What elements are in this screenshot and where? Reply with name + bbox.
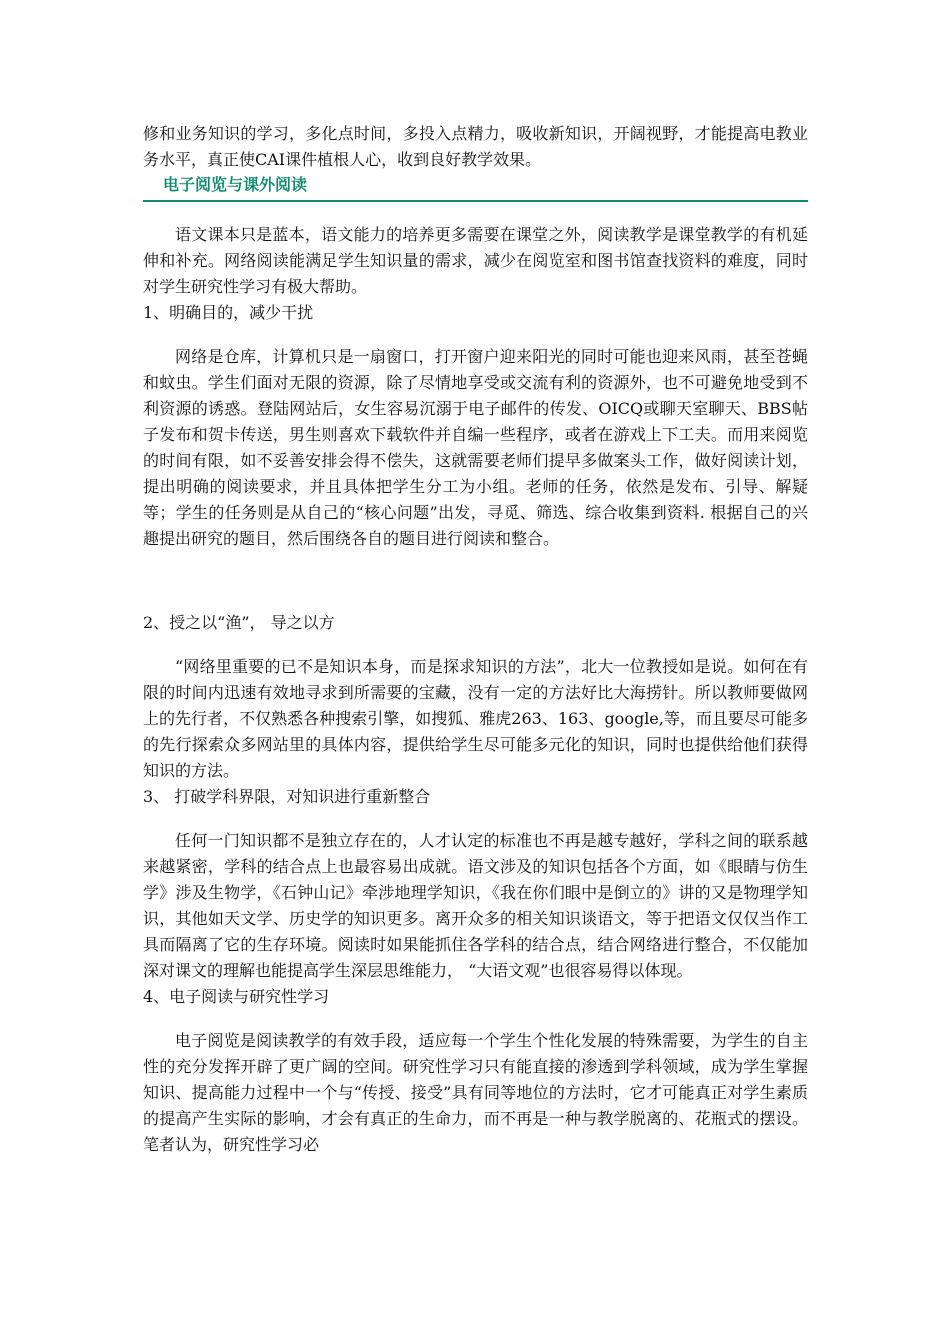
section-heading: 电子阅览与课外阅读 (143, 173, 808, 202)
subheading-2: 2、授之以“渔”， 导之以方 (143, 613, 335, 632)
paragraph-research-learning: 电子阅览是阅读教学的有效手段，适应每一个学生个性化发展的特殊需要，为学生的自主性的充分发挥开辟了更广阔的空间。研究性学习只有能直接的渗透到学科领域，成为学生掌握知识、提高能力过程中一个与“传授、接受”具有同等地位的方法时，它才可能真正对学生素质的提高产生实际的影响，才会有真正的生命力，而不再是一种与教学脱离的、花瓶式的摆设。笔者认为，研究性学习必 (143, 1031, 808, 1154)
spacer (143, 552, 808, 610)
paragraph-reading-intro: 语文课本只是蓝本，语文能力的培养更多需要在课堂之外，阅读教学是课堂教学的有机延伸和补充。网络阅读能满足学生知识量的需求，减少在阅览室和图书馆查找资料的难度，同时对学生研究性学习有极大帮助。 (143, 225, 808, 296)
paragraph-interdisciplinary: 任何一门知识都不是独立存在的，人才认定的标准也不再是越专越好，学科之间的联系越来越紧密，学科的结合点上也最容易出成就。语文涉及的知识包括各个方面，如《眼睛与仿生学》涉及生物学，《石钟山记》牵涉地理学知识，《我在你们眼中是倒立的》讲的又是物理学知识，其他如天文学、历史学的知识更多。离开众多的相关知识谈语文，等于把语文仅仅当作工具而隔离了它的生存环境。阅读时如果能抓住各学科的结合点，结合网络进行整合，不仅能加深对课文的理解也能提高学生深层思维能力， “大语文观”也很容易得以体现。 (143, 831, 808, 980)
subheading-3: 3、 打破学科界限，对知识进行重新整合 (143, 787, 431, 806)
intro-paragraph: 修和业务知识的学习，多化点时间，多投入点精力，吸收新知识，开阔视野，才能提高电教业务水平，真正使CAI课件植根人心，收到良好教学效果。 (143, 124, 808, 169)
subheading-1: 1、明确目的，减少干扰 (143, 303, 314, 322)
spacer (143, 636, 808, 654)
paragraph-purpose: 网络是仓库，计算机只是一扇窗口，打开窗户迎来阳光的同时可能也迎来风雨，甚至苍蝇和蚊虫。学生们面对无限的资源，除了尽情地享受或交流有利的资源外，也不可避免地受到不利资源的诱惑。登陆网站后，女生容易沉溺于电子邮件的传发、OICQ或聊天室聊天、BBS帖子发布和贺卡传送，男生则喜欢下载软件并自编一些程序，或者在游戏上下工夫。而用来阅览的时间有限，如不妥善安排会得不偿失，这就需要老师们提早多做案头工作，做好阅读计划，提出明确的阅读要求，并且具体把学生分工为小组。老师的任务，依然是发布、引导、解疑等；学生的任务则是从自己的“核心问题”出发，寻觅、筛选、综合收集到资料. 根据自己的兴趣提出研究的题目，然后围绕各自的题目进行阅读和整合。 (143, 347, 808, 548)
spacer (143, 326, 808, 344)
subheading-4: 4、电子阅读与研究性学习 (143, 987, 330, 1006)
document-body (143, 121, 808, 1158)
spacer (143, 202, 808, 222)
spacer (143, 810, 808, 828)
paragraph-method: “网络里重要的已不是知识本身，而是探求知识的方法”，北大一位教授如是说。如何在有限的时间内迅速有效地寻求到所需要的宝藏，没有一定的方法好比大海捞针。所以教师要做网上的先行者，不仅熟悉各种搜索引擎，如搜狐、雅虎263、163、google,等，而且要尽可能多的先行探索众多网站里的具体内容，提供给学生尽可能多元化的知识，同时也提供给他们获得知识的方法。 (143, 657, 808, 780)
spacer (143, 1010, 808, 1028)
